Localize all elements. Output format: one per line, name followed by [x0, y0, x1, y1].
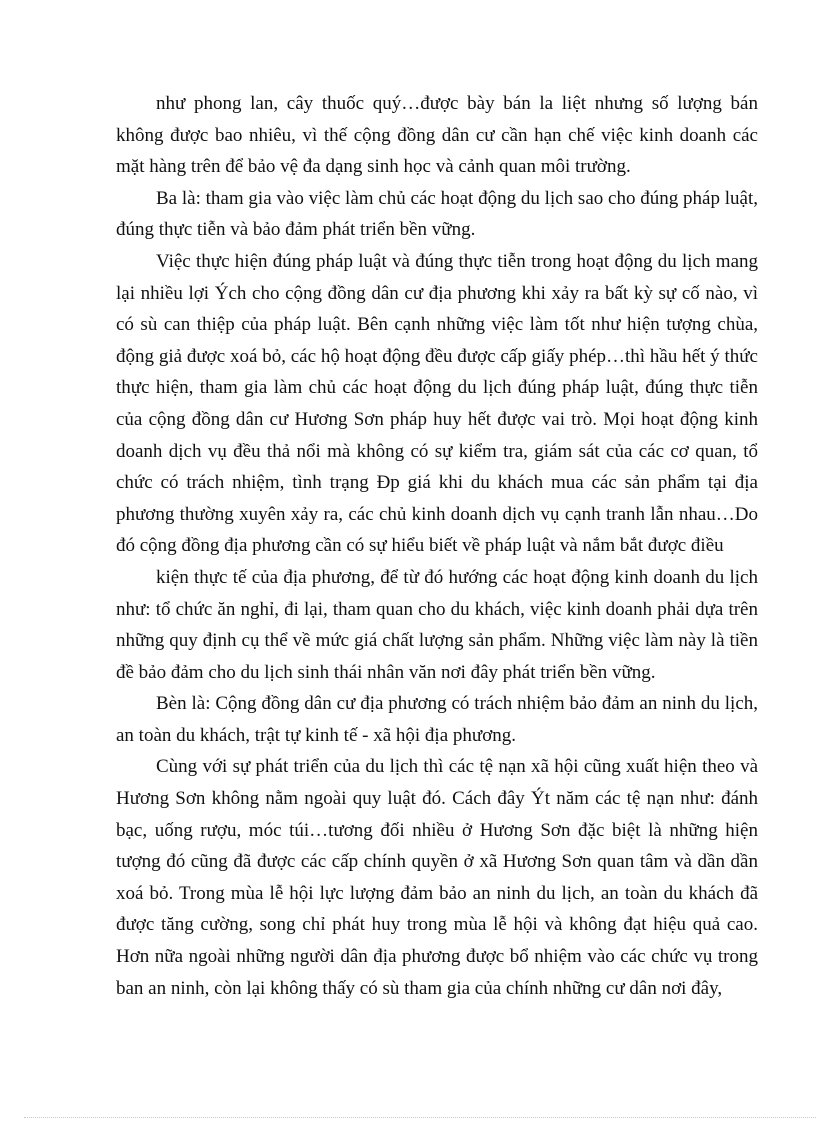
paragraph-6: Cùng với sự phát triển của du lịch thì các tệ nạn xã hội cũng xuất hiện theo và Hương Sơn không nằm ngoài quy luật đó. Cách đây Ýt năm các tệ nạn như: đánh bạc, uống rượu, móc túi…tương đối nhiều ở Hương Sơn đặc biệt là những hiện tượng đó cũng đã được các cấp chính quyền ở xã Hương Sơn quan tâm và dần dần xoá bỏ. Trong mùa lễ hội lực lượng đảm bảo an ninh du lịch, an toàn du khách đã được tăng cường, song chỉ phát huy trong mùa lễ hội và không đạt hiệu quả cao. Hơn nữa ngoài những người dân địa phương được bổ nhiệm vào các chức vụ trong ban an ninh, còn lại không thấy có sù tham gia của chính những cư dân nơi đây, [116, 756, 758, 999]
body-text [116, 88, 758, 1004]
paragraph-4: kiện thực tế của địa phương, để từ đó hướng các hoạt động kinh doanh du lịch như: tổ chức ăn nghỉ, đi lại, tham quan cho du khách, việc kinh doanh phải dựa trên những quy định cụ thể về mức giá chất lượng sản phẩm. Những việc làm này là tiền đề bảo đảm cho du lịch sinh thái nhân văn nơi đây phát triển bền vững. [116, 566, 758, 683]
paragraph-1: như phong lan, cây thuốc quý…được bày bán la liệt nhưng số lượng bán không được bao nhiêu, vì thế cộng đồng dân cư cần hạn chế việc kinh doanh các mặt hàng trên để bảo vệ đa dạng sinh học và cảnh quan môi trường. [116, 93, 758, 178]
paragraph-2: Ba là: tham gia vào việc làm chủ các hoạt động du lịch sao cho đúng pháp luật, đúng thực tiễn và bảo đảm phát triển bền vững. [116, 187, 758, 241]
page-bottom-divider [24, 1117, 816, 1118]
paragraph-3: Việc thực hiện đúng pháp luật và đúng thực tiễn trong hoạt động du lịch mang lại nhiều lợi Ých cho cộng đồng dân cư địa phương khi xảy ra bất kỳ sự cố nào, vì có sù can thiệp của pháp luật. Bên cạnh những việc làm tốt như hiện tượng chùa, động giả được xoá bỏ, các hộ hoạt động đều được cấp giấy phép…thì hầu hết ý thức thực hiện, tham gia làm chủ các hoạt động du lịch đúng pháp luật, đúng thực tiễn của cộng đồng dân cư Hương Sơn pháp huy hết được vai trò. Mọi hoạt động kinh doanh dịch vụ đều thả nổi mà không có sự kiểm tra, giám sát của các cơ quan, tổ chức có trách nhiệm, tình trạng Đp giá khi du khách mua các sản phẩm tại địa phương thường xuyên xảy ra, các chủ kinh doanh dịch vụ cạnh tranh lẫn nhau…Do đó cộng đồng địa phương cần có sự hiểu biết về pháp luật và nắm bắt được điều [116, 250, 758, 557]
paragraph-5: Bèn là: Cộng đồng dân cư địa phương có trách nhiệm bảo đảm an ninh du lịch, an toàn du khách, trật tự kinh tế - xã hội địa phương. [116, 693, 758, 746]
